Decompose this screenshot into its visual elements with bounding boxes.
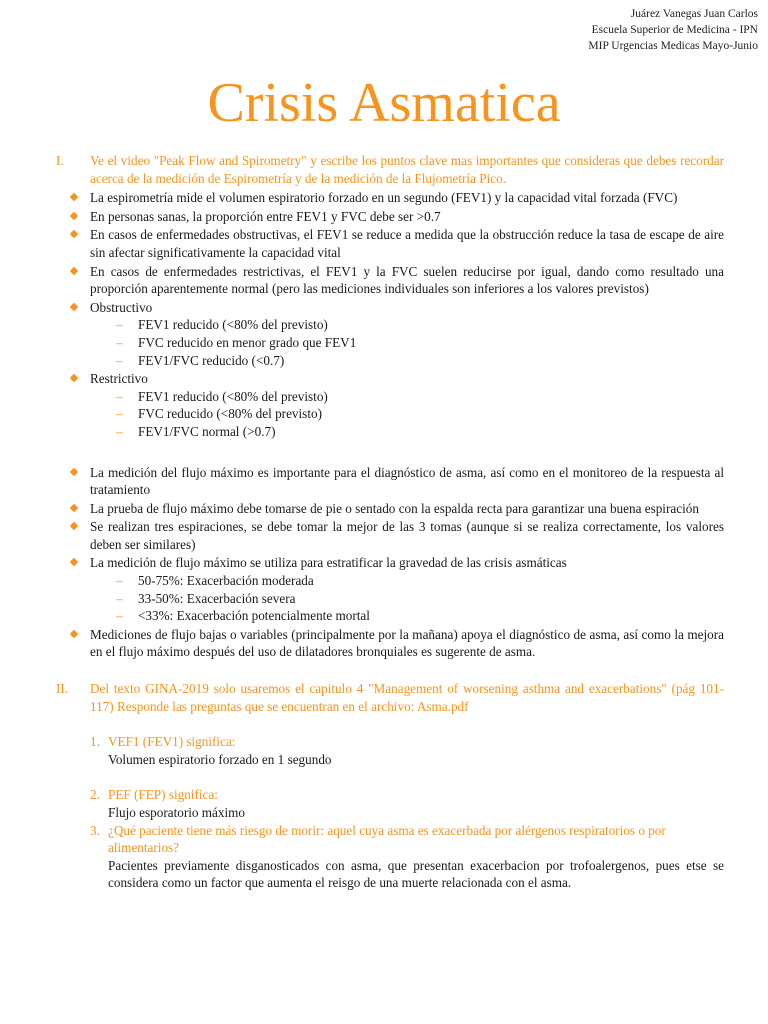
question-text: PEF (FEP) significa: [108,787,218,803]
sub-list-item: – FEV1/FVC reducido (<0.7) [116,352,285,368]
restrictivo-sublist [90,388,724,441]
sub-list-item: – 50-75%: Exacerbación moderada [116,573,314,589]
peak-flow-list [56,464,724,662]
diamond-bullet-icon [70,558,78,566]
dash-bullet-icon: – [116,352,123,368]
dash-bullet-icon: – [116,334,123,350]
section-prompt: Del texto GINA-2019 solo usaremos el capitulo 4 "Management of worsening asthma and exacerbations" (pág 101-117) Responde las preguntas que se encuentran en el archivo: Asma.pdf [90,681,724,714]
section-prompt: Ve el video "Peak Flow and Spirometry" y escribe los puntos clave mas importantes que consideras que debes recordar acerca de la medición de Espirometría y de la medición de la Flujometría Pico. [90,153,724,186]
list-item: Obstructivo – FEV1 reducido (<80% del previsto) – FVC reducido en menor grado que FEV1 – FEV1/FVC reducido (<0.7) [68,299,724,369]
dash-bullet-icon: – [116,406,123,422]
diamond-bullet-icon [70,522,78,530]
dash-bullet-icon: – [116,423,123,439]
question-item [90,733,724,768]
questions-list [56,733,724,892]
sub-list-item: – FVC reducido (<80% del previsto) [116,406,322,422]
section-numeral: II. [56,681,69,697]
dash-bullet-icon: – [116,608,123,624]
dash-bullet-icon: – [116,388,123,404]
diamond-bullet-icon [70,230,78,238]
list-item: Mediciones de flujo bajas o variables (principalmente por la mañana) apoya el diagnóstico de asma, así como la mejora en el flujo máximo después del uso de dilatadores bronquiales es sugerente de asma. [68,626,724,661]
question-item [90,822,724,892]
question-number: 3. [90,822,100,838]
list-item: La espirometría mide el volumen espiratorio forzado en un segundo (FEV1) y la capacidad vital forzada (FVC) [68,189,724,207]
document-body [56,152,724,892]
list-item: Se realizan tres espiraciones, se debe tomar la mejor de las 3 tomas (aunque si se realiza correctamente, los valores deben ser similares) [68,518,724,553]
sub-list-item: – FEV1 reducido (<80% del previsto) [116,317,328,333]
dash-bullet-icon: – [116,573,123,589]
author-header [588,6,758,54]
section-2-prompt [56,680,724,715]
diamond-bullet-icon [70,467,78,475]
list-item: La medición del flujo máximo es importante para el diagnóstico de asma, así como en el monitoreo de la respuesta al tratamiento [68,464,724,499]
sub-list-item: – FEV1 reducido (<80% del previsto) [116,388,328,404]
sub-list-item: – FVC reducido en menor grado que FEV1 [116,334,357,350]
author-name: Juárez Vanegas Juan Carlos [630,8,758,20]
diamond-bullet-icon [70,503,78,511]
gravedad-sublist [90,572,724,625]
list-item: La medición de flujo máximo se utiliza para estratificar la gravedad de las crisis asmáticas – 50-75%: Exacerbación moderada – 33-50%: Exacerbación severa – <33%: Exacerbación potencialmente mortal [68,554,724,624]
page-title: Crisis Asmatica [207,72,561,134]
obstructivo-sublist [90,316,724,369]
list-item: En casos de enfermedades restrictivas, el FEV1 y la FVC suelen reducirse por igual, dando como resultado una proporción aparentemente normal (pero las mediciones individuales son inferiores a los valores previstos) [68,263,724,298]
diamond-bullet-icon [70,212,78,220]
diamond-bullet-icon [70,630,78,638]
answer-text: Flujo esporatorio máximo [108,805,245,820]
list-item: Restrictivo – FEV1 reducido (<80% del previsto) – FVC reducido (<80% del previsto) – FEV1/FVC normal (>0.7) [68,370,724,440]
sub-list-item: – <33%: Exacerbación potencialmente mortal [116,608,370,624]
diamond-bullet-icon [70,374,78,382]
answer-text: Volumen espiratorio forzado en 1 segundo [108,751,332,767]
dash-bullet-icon: – [116,590,123,606]
school-name: Escuela Superior de Medicina - IPN [591,24,758,36]
question-number: 2. [90,787,100,803]
question-number: 1. [90,734,100,750]
diamond-bullet-icon [70,303,78,311]
sub-list-item: – 33-50%: Exacerbación severa [116,590,296,606]
diamond-bullet-icon [70,266,78,274]
list-item: En personas sanas, la proporción entre FEV1 y FVC debe ser >0.7 [68,208,724,226]
list-item: En casos de enfermedades obstructivas, el FEV1 se reduce a medida que la obstrucción reduce la tasa de escape de aire sin afectar significativamente la capacidad vital [68,226,724,261]
question-text: ¿Qué paciente tiene más riesgo de morir: aquel cuya asma es exacerbada por alérgenos respiratorios o por alimentarios? [108,822,666,856]
question-text: VEF1 (FEV1) significa: [108,734,236,750]
diamond-bullet-icon [70,193,78,201]
course-name: MIP Urgencias Medicas Mayo-Junio [588,40,758,52]
section-1-prompt [56,152,724,187]
key-points-list [56,189,724,440]
answer-text: Pacientes previamente disganosticados con asma, que presentan exacerbacion por trofoalergenos, pues etse se considera como un factor que aumenta el reisgo de una muerte relacionada con el asma. [108,857,724,891]
question-item [90,786,724,821]
sub-list-item: – FEV1/FVC normal (>0.7) [116,423,276,439]
list-item: La prueba de flujo máximo debe tomarse de pie o sentado con la espalda recta para garantizar una buena espiración [68,500,724,518]
section-numeral: I. [56,153,64,168]
dash-bullet-icon: – [116,317,123,333]
